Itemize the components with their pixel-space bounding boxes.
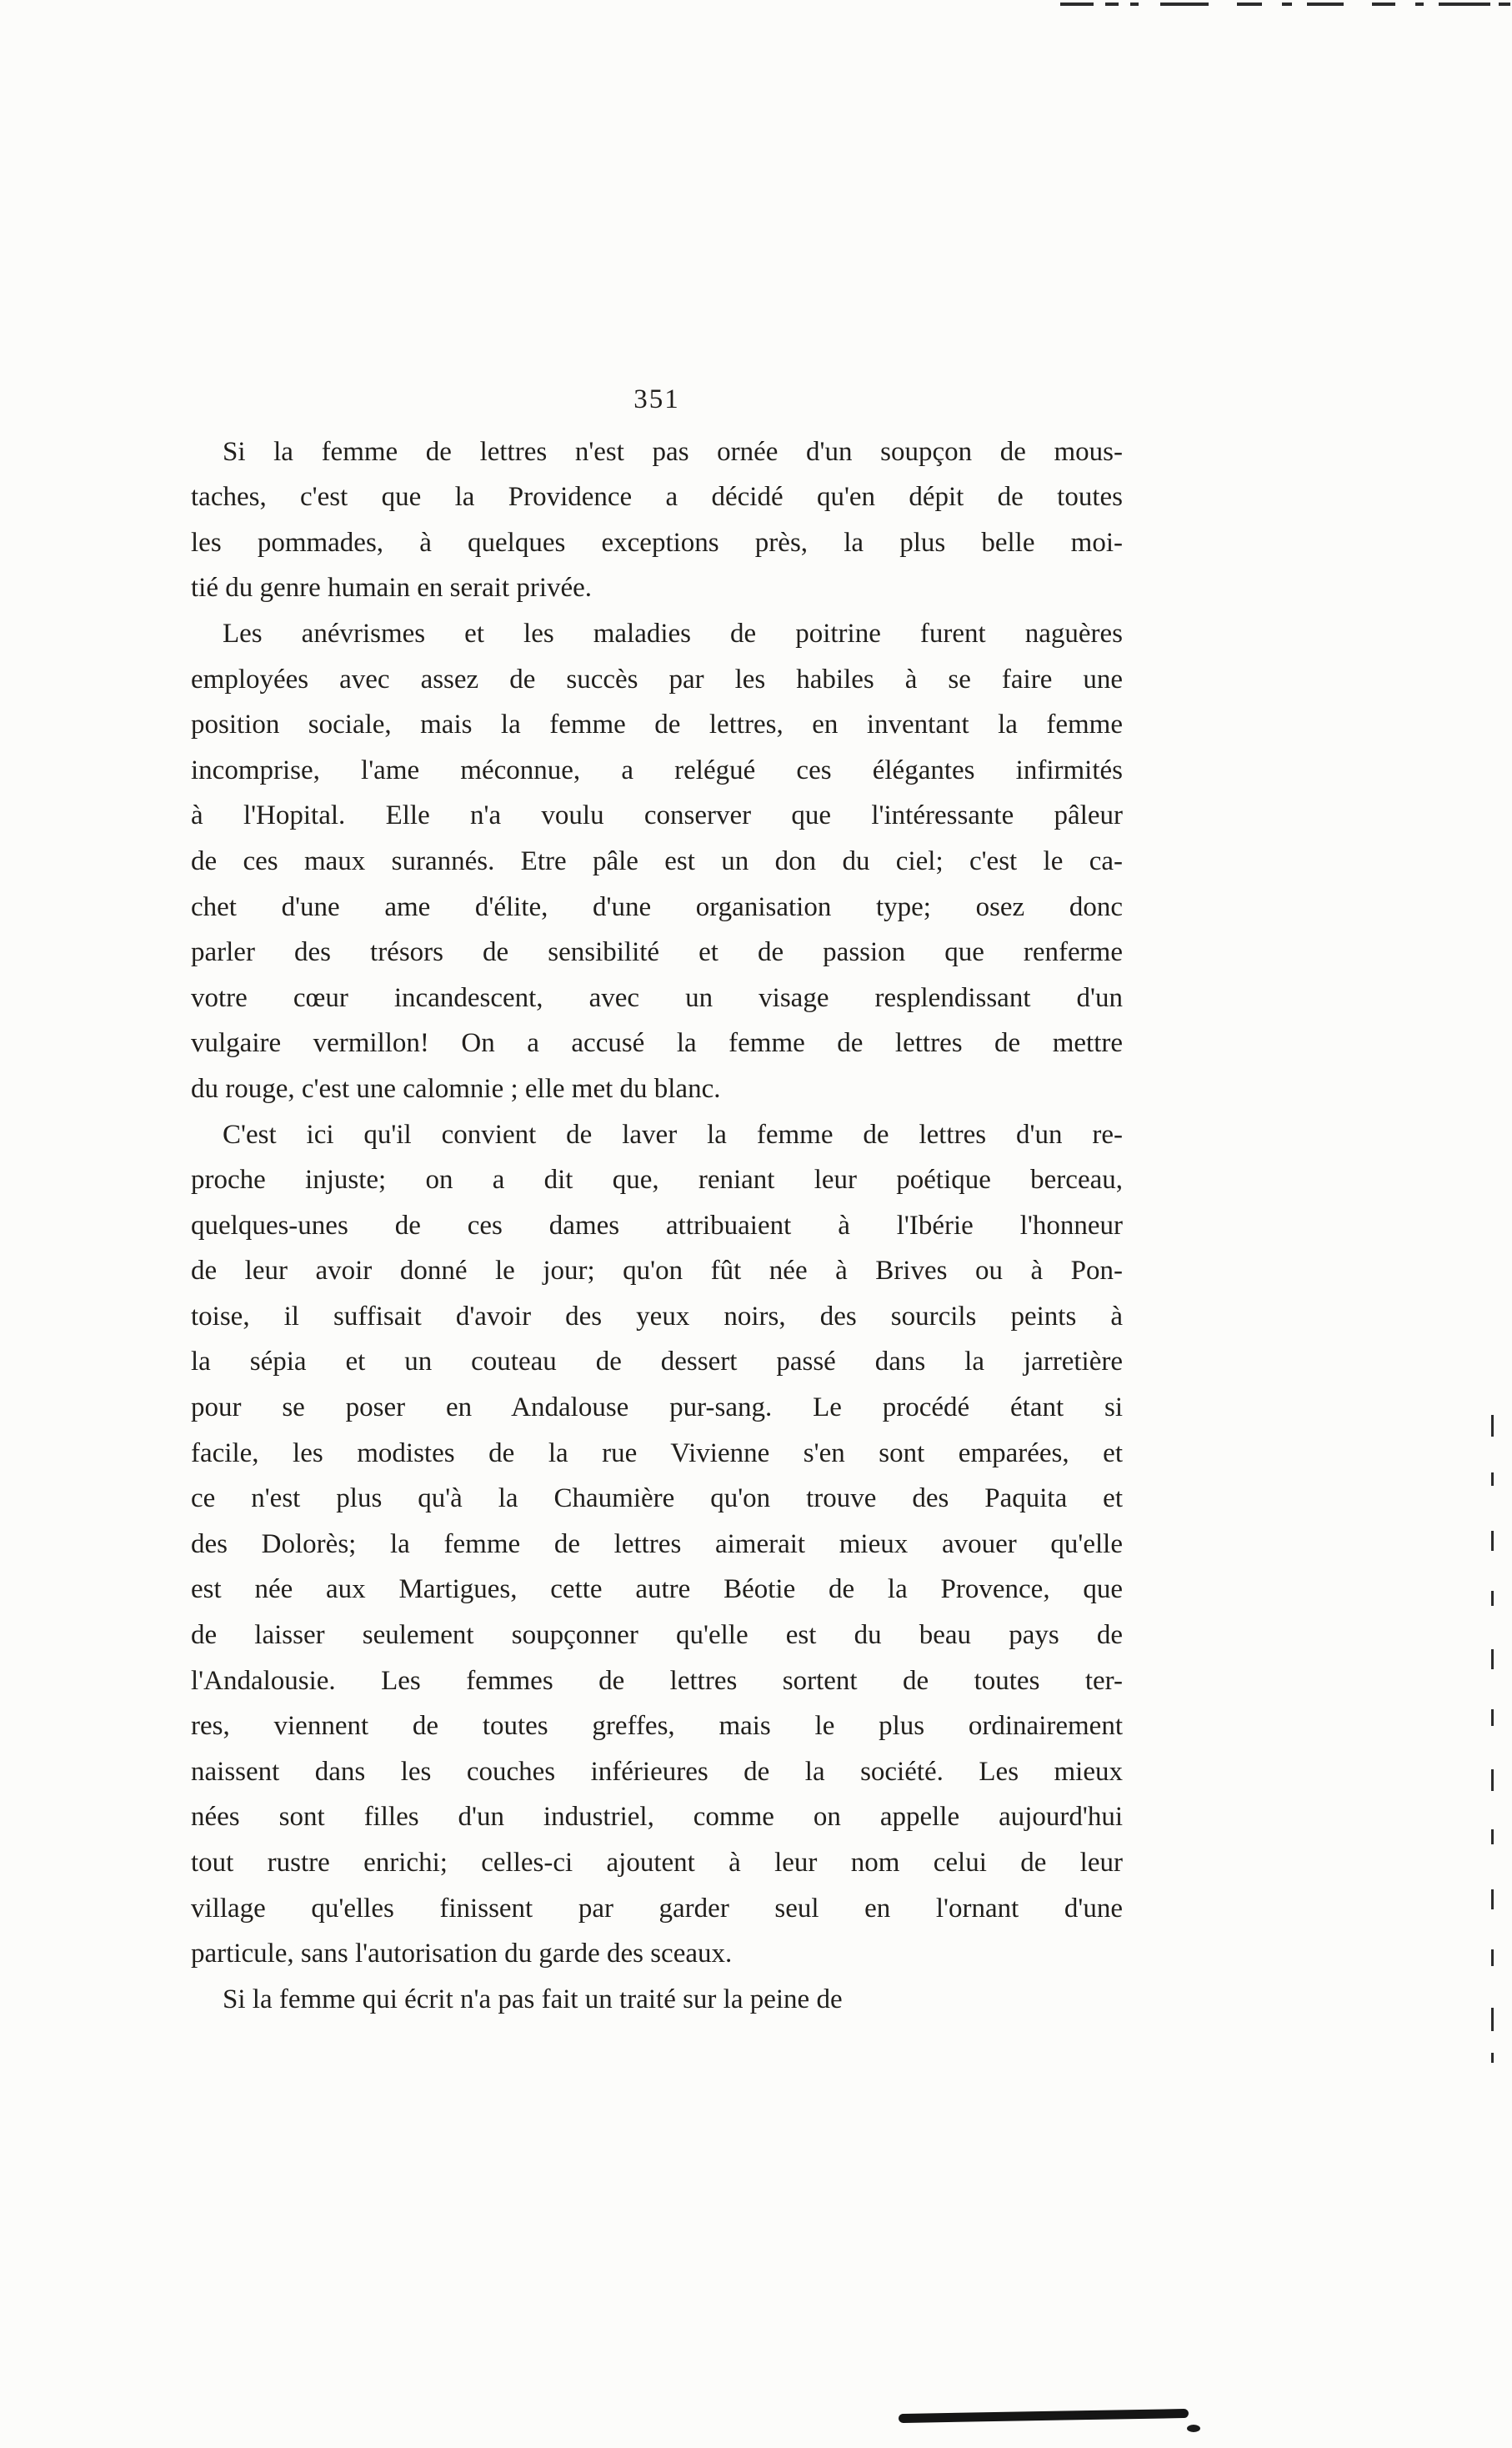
scan-artifact-right-tick — [1491, 1769, 1494, 1791]
text-line: proche injuste; on a dit que, reniant leur poétique berceau, — [191, 1165, 1123, 1196]
text-line: Les anévrismes et les maladies de poitrine furent naguères — [223, 618, 1123, 649]
text-line: position sociale, mais la femme de lettres, en inventant la femme — [191, 710, 1123, 740]
text-line: de laisser seulement soupçonner qu'elle est du beau pays de — [191, 1620, 1123, 1651]
scan-artifact-top-dash — [1415, 3, 1424, 6]
text-line: res, viennent de toutes greffes, mais le plus ordinairement — [191, 1711, 1123, 1742]
text-line: ce n'est plus qu'à la Chaumière qu'on trouve des Paquita et — [191, 1483, 1123, 1514]
text-line: vulgaire vermillon! On a accusé la femme de lettres de mettre — [191, 1028, 1123, 1059]
text-line: l'Andalousie. Les femmes de lettres sortent de toutes ter- — [191, 1665, 1123, 1696]
text-line: quelques-unes de ces dames attribuaient à l'Ibérie l'honneur — [191, 1210, 1123, 1241]
text-line: particule, sans l'autorisation du garde des sceaux. — [191, 1939, 733, 1969]
text-line: de leur avoir donné le jour; qu'on fût née à Brives ou à Pon- — [191, 1256, 1123, 1287]
text-line: votre cœur incandescent, avec un visage resplendissant d'un — [191, 982, 1123, 1013]
scan-artifact-right-tick — [1491, 1531, 1494, 1551]
text-line: de ces maux surannés. Etre pâle est un don du ciel; c'est le ca- — [191, 845, 1123, 876]
scan-artifact-right-tick — [1491, 1415, 1494, 1437]
paragraphs — [191, 429, 1123, 2023]
scan-artifact-right-tick — [1491, 1649, 1494, 1669]
scan-artifact-right-tick — [1491, 2008, 1494, 2031]
scan-artifact-bottom-blob — [1187, 2425, 1200, 2432]
text-block — [191, 377, 1123, 2022]
text-line: village qu'elles finissent par garder seul en l'ornant d'une — [191, 1893, 1123, 1924]
scan-artifact-top-dash — [1060, 3, 1094, 6]
text-line: à l'Hopital. Elle n'a voulu conserver que l'intéressante pâleur — [191, 800, 1123, 831]
scan-artifact-top-dash — [1160, 3, 1209, 6]
text-line: les pommades, à quelques exceptions près, la plus belle moi- — [191, 527, 1123, 558]
text-line: parler des trésors de sensibilité et de passion que renferme — [191, 937, 1123, 968]
text-line: naissent dans les couches inférieures de la société. Les mieux — [191, 1756, 1123, 1787]
scan-artifact-right-tick — [1491, 2053, 1494, 2063]
scan-artifact-right-tick — [1491, 1591, 1494, 1606]
text-line: chet d'une ame d'élite, d'une organisation type; osez donc — [191, 891, 1123, 922]
text-line: tout rustre enrichi; celles-ci ajoutent à leur nom celui de leur — [191, 1848, 1123, 1878]
scan-artifact-top-dash — [1439, 3, 1490, 6]
scan-artifact-right-tick — [1491, 1472, 1494, 1486]
scan-artifact-right-tick — [1491, 1829, 1494, 1844]
text-line: toise, il suffisait d'avoir des yeux noirs, des sourcils peints à — [191, 1301, 1123, 1332]
text-line: Si la femme de lettres n'est pas ornée d'un soupçon de mous- — [223, 436, 1123, 467]
text-line: Si la femme qui écrit n'a pas fait un traité sur la peine de — [223, 1984, 843, 2014]
text-line: pour se poser en Andalouse pur-sang. Le procédé étant si — [191, 1392, 1123, 1423]
text-line: des Dolorès; la femme de lettres aimerait mieux avouer qu'elle — [191, 1528, 1123, 1559]
text-line: employées avec assez de succès par les habiles à se faire une — [191, 664, 1123, 695]
scan-artifact-right-tick — [1491, 1949, 1494, 1966]
text-line: facile, les modistes de la rue Vivienne s'en sont emparées, et — [191, 1437, 1123, 1468]
text-line: nées sont filles d'un industriel, comme on appelle aujourd'hui — [191, 1802, 1123, 1833]
scan-artifact-right-tick — [1491, 1709, 1494, 1726]
text-line: la sépia et un couteau de dessert passé dans la jarretière — [191, 1347, 1123, 1377]
scan-artifact-top-dash — [1105, 3, 1119, 6]
scan-artifact-top-dash — [1307, 3, 1344, 6]
scan-artifact-top-dash — [1237, 3, 1262, 6]
text-line: C'est ici qu'il convient de laver la femme de lettres d'un re- — [223, 1119, 1123, 1150]
scan-artifact-right-tick — [1491, 1889, 1494, 1909]
text-line: tié du genre humain en serait privée. — [191, 573, 593, 604]
scan-artifact-top-dash — [1499, 3, 1510, 6]
scan-artifact-bottom-smudge — [899, 2409, 1189, 2423]
page-number: 351 — [633, 384, 680, 414]
scan-artifact-top-dash — [1282, 3, 1292, 6]
text-line: incomprise, l'ame méconnue, a relégué ces élégantes infirmités — [191, 755, 1123, 785]
scan-artifact-top-dash — [1130, 3, 1139, 6]
text-line: taches, c'est que la Providence a décidé qu'en dépit de toutes — [191, 482, 1123, 513]
text-line: du rouge, c'est une calomnie ; elle met du blanc. — [191, 1073, 721, 1104]
scan-artifact-top-dash — [1372, 3, 1395, 6]
text-line: est née aux Martigues, cette autre Béotie de la Provence, que — [191, 1574, 1123, 1605]
